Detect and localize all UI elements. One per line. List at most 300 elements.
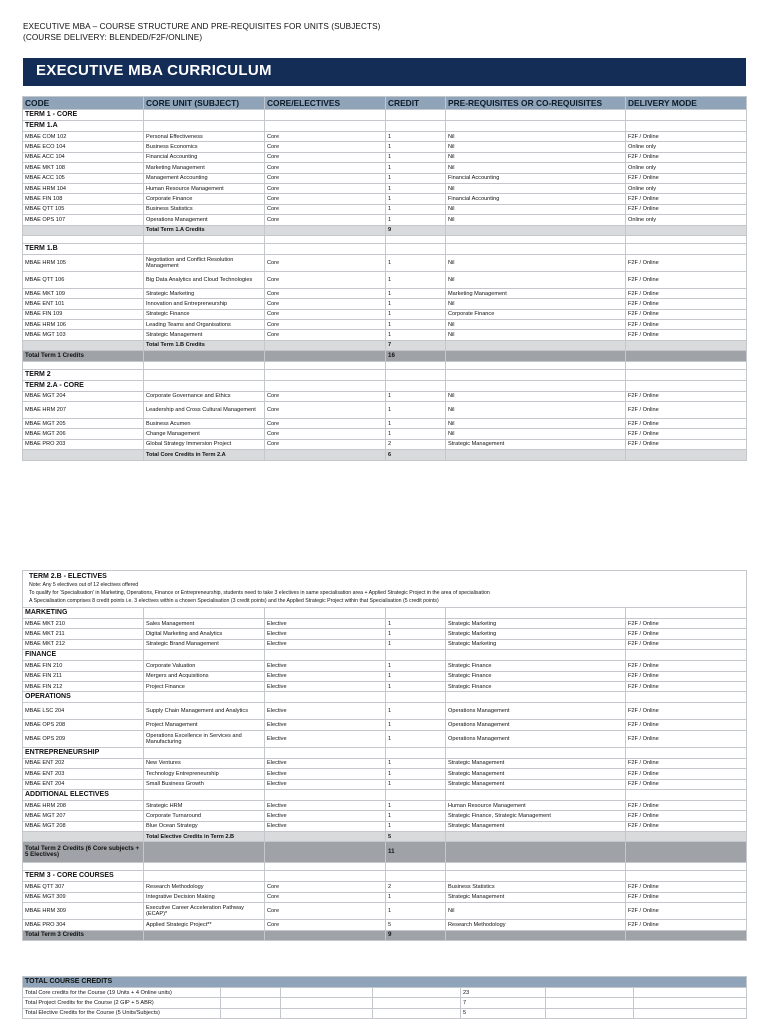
type-cell: Core bbox=[265, 920, 386, 930]
unit-row bbox=[23, 173, 747, 183]
credit-cell: 1 bbox=[386, 758, 446, 768]
prereq-cell: Nil bbox=[446, 204, 626, 214]
unit-row bbox=[23, 661, 747, 671]
code-cell: MBAE ENT 101 bbox=[23, 299, 144, 309]
unit-row bbox=[23, 758, 747, 768]
prereq-cell: Strategic Finance bbox=[446, 671, 626, 681]
type-cell: Core bbox=[265, 173, 386, 183]
prereq-cell bbox=[446, 871, 626, 882]
term-2b-header bbox=[23, 571, 747, 608]
code-cell: MBAE FIN 210 bbox=[23, 661, 144, 671]
unit-cell: Applied Strategic Project** bbox=[144, 920, 265, 930]
total-course-credits-header bbox=[23, 977, 747, 988]
unit-cell: Corporate Valuation bbox=[144, 661, 265, 671]
credit-cell: 1 bbox=[386, 629, 446, 639]
credit-label-cell: Total Core credits for the Course (19 Units + 4 Online units) bbox=[23, 988, 221, 998]
unit-cell: Strategic HRM bbox=[144, 800, 265, 810]
prereq-cell bbox=[446, 369, 626, 380]
prereq-cell bbox=[446, 863, 626, 871]
prereq-cell bbox=[446, 930, 626, 940]
delivery-cell bbox=[626, 747, 747, 758]
prereq-cell: Strategic Marketing bbox=[446, 629, 626, 639]
unit-cell: Financial Accounting bbox=[144, 152, 265, 162]
section-label-row bbox=[23, 243, 747, 254]
delivery-cell: F2F / Online bbox=[626, 811, 747, 821]
empty-cell bbox=[281, 988, 373, 998]
unit-cell: Corporate Turnaround bbox=[144, 811, 265, 821]
unit-cell: Project Finance bbox=[144, 681, 265, 691]
code-cell: MBAE ECO 104 bbox=[23, 142, 144, 152]
curriculum-title: EXECUTIVE MBA CURRICULUM bbox=[36, 62, 272, 79]
code-cell: MBAE MGT 103 bbox=[23, 330, 144, 340]
prereq-cell: Strategic Finance, Strategic Management bbox=[446, 811, 626, 821]
code-cell: MBAE QTT 106 bbox=[23, 271, 144, 288]
type-cell bbox=[265, 380, 386, 391]
subtotal-row bbox=[23, 340, 747, 350]
code-cell bbox=[23, 361, 144, 369]
unit-cell bbox=[144, 930, 265, 940]
credit-cell bbox=[386, 747, 446, 758]
delivery-cell: F2F / Online bbox=[626, 173, 747, 183]
delivery-cell: F2F / Online bbox=[626, 769, 747, 779]
section-label: TERM 3 - CORE COURSES bbox=[23, 871, 144, 882]
prereq-cell: Nil bbox=[446, 903, 626, 920]
delivery-cell: F2F / Online bbox=[626, 882, 747, 892]
code-cell bbox=[23, 863, 144, 871]
type-cell bbox=[265, 832, 386, 842]
unit-cell: Human Resource Management bbox=[144, 183, 265, 193]
credit-cell bbox=[386, 121, 446, 132]
unit-cell: Executive Career Acceleration Pathway (ECAP)* bbox=[144, 903, 265, 920]
type-cell bbox=[265, 351, 386, 361]
type-cell: Elective bbox=[265, 821, 386, 831]
code-cell: MBAE HRM 208 bbox=[23, 800, 144, 810]
delivery-cell bbox=[626, 351, 747, 361]
type-cell: Elective bbox=[265, 681, 386, 691]
empty-cell bbox=[634, 988, 747, 998]
prereq-cell: Nil bbox=[446, 299, 626, 309]
credit-cell bbox=[386, 243, 446, 254]
delivery-cell: F2F / Online bbox=[626, 681, 747, 691]
code-cell: MBAE FIN 108 bbox=[23, 194, 144, 204]
code-cell: MBAE HRM 207 bbox=[23, 402, 144, 419]
type-cell bbox=[265, 871, 386, 882]
code-cell: MBAE PRO 203 bbox=[23, 439, 144, 449]
credit-cell: 1 bbox=[386, 779, 446, 789]
delivery-cell bbox=[626, 863, 747, 871]
credit-cell: 1 bbox=[386, 730, 446, 747]
delivery-cell: F2F / Online bbox=[626, 132, 747, 142]
col-credit: CREDIT bbox=[386, 97, 446, 110]
credit-cell: 1 bbox=[386, 132, 446, 142]
delivery-cell: F2F / Online bbox=[626, 320, 747, 330]
unit-row bbox=[23, 730, 747, 747]
delivery-cell: F2F / Online bbox=[626, 779, 747, 789]
delivery-cell: Online only bbox=[626, 215, 747, 225]
unit-cell: Innovation and Entrepreneurship bbox=[144, 299, 265, 309]
delivery-cell bbox=[626, 450, 747, 460]
type-cell bbox=[265, 369, 386, 380]
unit-row bbox=[23, 882, 747, 892]
credit-cell: 1 bbox=[386, 661, 446, 671]
credit-cell: 1 bbox=[386, 204, 446, 214]
type-cell bbox=[265, 789, 386, 800]
type-cell bbox=[265, 340, 386, 350]
code-cell: MBAE MKT 211 bbox=[23, 629, 144, 639]
unit-row bbox=[23, 163, 747, 173]
credit-cell bbox=[386, 871, 446, 882]
credit-cell bbox=[386, 361, 446, 369]
unit-cell: Business Economics bbox=[144, 142, 265, 152]
code-cell: MBAE ACC 105 bbox=[23, 173, 144, 183]
credit-cell: 1 bbox=[386, 821, 446, 831]
type-cell bbox=[265, 747, 386, 758]
unit-cell bbox=[144, 871, 265, 882]
delivery-cell: F2F / Online bbox=[626, 661, 747, 671]
unit-cell: Research Methodology bbox=[144, 882, 265, 892]
credit-cell: 16 bbox=[386, 351, 446, 361]
credit-value-cell: 7 bbox=[461, 998, 546, 1008]
unit-cell bbox=[144, 608, 265, 619]
section-label-row bbox=[23, 747, 747, 758]
prereq-cell: Corporate Finance bbox=[446, 309, 626, 319]
delivery-cell: Online only bbox=[626, 142, 747, 152]
delivery-cell: F2F / Online bbox=[626, 629, 747, 639]
prereq-cell bbox=[446, 747, 626, 758]
col-prereq: PRE-REQUISITES OR CO-REQUISITES bbox=[446, 97, 626, 110]
prereq-cell bbox=[446, 608, 626, 619]
code-cell: MBAE MGT 309 bbox=[23, 892, 144, 902]
credit-cell: 1 bbox=[386, 419, 446, 429]
credit-cell: 7 bbox=[386, 340, 446, 350]
code-cell: MBAE MKT 108 bbox=[23, 163, 144, 173]
credit-cell: 1 bbox=[386, 391, 446, 401]
prereq-cell bbox=[446, 351, 626, 361]
unit-cell: Big Data Analytics and Cloud Technologies bbox=[144, 271, 265, 288]
unit-cell bbox=[144, 863, 265, 871]
credit-cell: 1 bbox=[386, 173, 446, 183]
total-row bbox=[23, 930, 747, 940]
credit-cell: 1 bbox=[386, 800, 446, 810]
delivery-cell: F2F / Online bbox=[626, 402, 747, 419]
empty-cell bbox=[634, 1008, 747, 1018]
unit-row bbox=[23, 309, 747, 319]
credit-cell: 6 bbox=[386, 450, 446, 460]
code-cell bbox=[23, 340, 144, 350]
code-cell: MBAE QTT 307 bbox=[23, 882, 144, 892]
credit-cell: 1 bbox=[386, 769, 446, 779]
course-credit-row bbox=[23, 1008, 747, 1018]
delivery-cell: F2F / Online bbox=[626, 330, 747, 340]
credit-cell: 1 bbox=[386, 681, 446, 691]
code-cell bbox=[23, 225, 144, 235]
section-label-row bbox=[23, 692, 747, 703]
prereq-cell: Nil bbox=[446, 419, 626, 429]
col-type: CORE/ELECTIVES bbox=[265, 97, 386, 110]
delivery-cell: F2F / Online bbox=[626, 730, 747, 747]
type-cell: Elective bbox=[265, 619, 386, 629]
prereq-cell: Nil bbox=[446, 320, 626, 330]
prereq-cell: Operations Management bbox=[446, 720, 626, 730]
course-credit-row bbox=[23, 998, 747, 1008]
section-label: TERM 1 - CORE bbox=[23, 110, 144, 121]
term-2b-note-3: A Specialisation comprises 8 credit points i.e. 3 electives within a chosen Specialisation (3 credit points) and the Applied Strategic Project within that Specialisation (5 credit points) bbox=[29, 598, 439, 604]
spacer-row bbox=[23, 361, 747, 369]
prereq-cell: Nil bbox=[446, 330, 626, 340]
section-label-row bbox=[23, 789, 747, 800]
section-label: TERM 1.B bbox=[23, 243, 144, 254]
credit-cell: 1 bbox=[386, 720, 446, 730]
type-cell: Core bbox=[265, 892, 386, 902]
term-2b-note-2: To qualify for ‘Specialisation’ in Marketing, Operations, Finance or Entrepreneurship, students need to take 3 electives in same specialisation area + Applied Strategic Project in the area of specialisation bbox=[29, 590, 490, 596]
code-cell: MBAE COM 102 bbox=[23, 132, 144, 142]
empty-cell bbox=[221, 1008, 281, 1018]
unit-cell bbox=[144, 747, 265, 758]
type-cell: Core bbox=[265, 419, 386, 429]
type-cell: Elective bbox=[265, 629, 386, 639]
prereq-cell bbox=[446, 110, 626, 121]
credit-cell: 1 bbox=[386, 163, 446, 173]
prereq-cell: Strategic Management bbox=[446, 769, 626, 779]
type-cell: Core bbox=[265, 204, 386, 214]
section-label: FINANCE bbox=[23, 650, 144, 661]
document-header bbox=[23, 21, 381, 43]
unit-row bbox=[23, 720, 747, 730]
prereq-cell: Strategic Marketing bbox=[446, 639, 626, 649]
term-2b-3-table bbox=[22, 570, 747, 941]
unit-row bbox=[23, 152, 747, 162]
unit-row bbox=[23, 629, 747, 639]
unit-cell: Integrative Decision Making bbox=[144, 892, 265, 902]
prereq-cell: Strategic Management bbox=[446, 758, 626, 768]
unit-cell bbox=[144, 842, 265, 863]
section-label: TERM 2.A - CORE bbox=[23, 380, 144, 391]
unit-cell: Sales Management bbox=[144, 619, 265, 629]
subtotal-row bbox=[23, 225, 747, 235]
type-cell: Core bbox=[265, 132, 386, 142]
col-code: CODE bbox=[23, 97, 144, 110]
unit-cell: Business Acumen bbox=[144, 419, 265, 429]
delivery-cell bbox=[626, 871, 747, 882]
type-cell: Elective bbox=[265, 671, 386, 681]
delivery-cell: F2F / Online bbox=[626, 152, 747, 162]
spacer-row bbox=[23, 863, 747, 871]
unit-row bbox=[23, 299, 747, 309]
unit-row bbox=[23, 892, 747, 902]
prereq-cell: Strategic Management bbox=[446, 821, 626, 831]
section-label: TERM 2 bbox=[23, 369, 144, 380]
unit-cell: Operations Excellence in Services and Manufacturing bbox=[144, 730, 265, 747]
credit-cell: 1 bbox=[386, 639, 446, 649]
prereq-cell: Strategic Management bbox=[446, 439, 626, 449]
type-cell bbox=[265, 692, 386, 703]
prereq-cell: Strategic Finance bbox=[446, 681, 626, 691]
unit-cell: Management Accounting bbox=[144, 173, 265, 183]
credit-cell: 1 bbox=[386, 402, 446, 419]
credit-cell: 1 bbox=[386, 903, 446, 920]
delivery-cell: F2F / Online bbox=[626, 703, 747, 720]
total-course-credits-title: TOTAL COURSE CREDITS bbox=[23, 977, 747, 988]
unit-row bbox=[23, 821, 747, 831]
delivery-cell: F2F / Online bbox=[626, 429, 747, 439]
section-label-row bbox=[23, 608, 747, 619]
credit-cell: 1 bbox=[386, 429, 446, 439]
delivery-cell bbox=[626, 608, 747, 619]
delivery-cell bbox=[626, 789, 747, 800]
prereq-cell bbox=[446, 692, 626, 703]
prereq-cell: Operations Management bbox=[446, 730, 626, 747]
credit-cell bbox=[386, 789, 446, 800]
delivery-cell: F2F / Online bbox=[626, 204, 747, 214]
unit-cell bbox=[144, 692, 265, 703]
empty-cell bbox=[221, 998, 281, 1008]
empty-cell bbox=[281, 998, 373, 1008]
section-label-row bbox=[23, 369, 747, 380]
type-cell: Core bbox=[265, 320, 386, 330]
code-cell: MBAE ENT 204 bbox=[23, 779, 144, 789]
unit-cell: Technology Entrepreneurship bbox=[144, 769, 265, 779]
credit-cell: 2 bbox=[386, 882, 446, 892]
credit-cell: 1 bbox=[386, 619, 446, 629]
prereq-cell: Business Statistics bbox=[446, 882, 626, 892]
delivery-cell: F2F / Online bbox=[626, 419, 747, 429]
credit-cell: 2 bbox=[386, 439, 446, 449]
unit-row bbox=[23, 903, 747, 920]
unit-cell: Total Term 1.B Credits bbox=[144, 340, 265, 350]
unit-row bbox=[23, 779, 747, 789]
type-cell bbox=[265, 235, 386, 243]
unit-row bbox=[23, 254, 747, 271]
unit-cell: New Ventures bbox=[144, 758, 265, 768]
type-cell: Core bbox=[265, 402, 386, 419]
prereq-cell: Nil bbox=[446, 152, 626, 162]
code-cell: MBAE ENT 203 bbox=[23, 769, 144, 779]
credit-cell: 1 bbox=[386, 254, 446, 271]
type-cell bbox=[265, 930, 386, 940]
code-cell: MBAE HRM 309 bbox=[23, 903, 144, 920]
code-cell: MBAE MGT 206 bbox=[23, 429, 144, 439]
unit-cell: Strategic Management bbox=[144, 330, 265, 340]
delivery-cell bbox=[626, 225, 747, 235]
empty-cell bbox=[373, 988, 461, 998]
unit-cell: Leadership and Cross Cultural Management bbox=[144, 402, 265, 419]
credit-cell bbox=[386, 863, 446, 871]
delivery-cell: F2F / Online bbox=[626, 619, 747, 629]
code-cell: MBAE HRM 106 bbox=[23, 320, 144, 330]
unit-cell: Negotiation and Conflict Resolution Management bbox=[144, 254, 265, 271]
credit-value-cell: 5 bbox=[461, 1008, 546, 1018]
code-cell bbox=[23, 832, 144, 842]
unit-cell: Marketing Management bbox=[144, 163, 265, 173]
type-cell: Core bbox=[265, 391, 386, 401]
total-course-credits-table bbox=[22, 976, 747, 1019]
credit-cell: 11 bbox=[386, 842, 446, 863]
unit-cell: Total Term 1.A Credits bbox=[144, 225, 265, 235]
delivery-cell: F2F / Online bbox=[626, 271, 747, 288]
credit-cell: 1 bbox=[386, 309, 446, 319]
type-cell: Core bbox=[265, 215, 386, 225]
prereq-cell bbox=[446, 243, 626, 254]
section-label-row bbox=[23, 380, 747, 391]
unit-cell: Strategic Brand Management bbox=[144, 639, 265, 649]
type-cell: Core bbox=[265, 299, 386, 309]
unit-row bbox=[23, 183, 747, 193]
delivery-cell: F2F / Online bbox=[626, 800, 747, 810]
credit-cell: 9 bbox=[386, 225, 446, 235]
prereq-cell: Nil bbox=[446, 183, 626, 193]
code-cell: MBAE FIN 211 bbox=[23, 671, 144, 681]
delivery-cell bbox=[626, 380, 747, 391]
code-cell: MBAE MGT 205 bbox=[23, 419, 144, 429]
credit-cell: 1 bbox=[386, 271, 446, 288]
credit-cell: 1 bbox=[386, 152, 446, 162]
delivery-cell bbox=[626, 650, 747, 661]
type-cell: Core bbox=[265, 183, 386, 193]
subtotal-row bbox=[23, 450, 747, 460]
prereq-cell: Nil bbox=[446, 391, 626, 401]
prereq-cell bbox=[446, 225, 626, 235]
credit-cell: 1 bbox=[386, 183, 446, 193]
type-cell: Elective bbox=[265, 661, 386, 671]
col-delivery: DELIVERY MODE bbox=[626, 97, 747, 110]
credit-cell: 5 bbox=[386, 832, 446, 842]
unit-row bbox=[23, 769, 747, 779]
delivery-cell bbox=[626, 930, 747, 940]
code-cell: MBAE MGT 204 bbox=[23, 391, 144, 401]
unit-cell: Leading Teams and Organisations bbox=[144, 320, 265, 330]
type-cell: Elective bbox=[265, 730, 386, 747]
unit-cell: Project Management bbox=[144, 720, 265, 730]
delivery-cell bbox=[626, 110, 747, 121]
unit-row bbox=[23, 132, 747, 142]
section-label: MARKETING bbox=[23, 608, 144, 619]
section-label: ENTREPRENEURSHIP bbox=[23, 747, 144, 758]
subtotal-row bbox=[23, 832, 747, 842]
type-cell: Core bbox=[265, 163, 386, 173]
prereq-cell: Strategic Management bbox=[446, 892, 626, 902]
header-line-1: EXECUTIVE MBA – COURSE STRUCTURE AND PRE-REQUISITES FOR UNITS (SUBJECTS) bbox=[23, 22, 381, 31]
prereq-cell: Nil bbox=[446, 132, 626, 142]
type-cell: Elective bbox=[265, 720, 386, 730]
term-2b-header-row bbox=[23, 571, 747, 608]
prereq-cell: Strategic Marketing bbox=[446, 619, 626, 629]
delivery-cell bbox=[626, 692, 747, 703]
code-cell: MBAE HRM 105 bbox=[23, 254, 144, 271]
unit-cell: Change Management bbox=[144, 429, 265, 439]
section-label: ADDITIONAL ELECTIVES bbox=[23, 789, 144, 800]
empty-cell bbox=[221, 988, 281, 998]
section-label-row bbox=[23, 110, 747, 121]
code-cell: MBAE LSC 204 bbox=[23, 703, 144, 720]
empty-cell bbox=[373, 1008, 461, 1018]
unit-row bbox=[23, 142, 747, 152]
type-cell bbox=[265, 225, 386, 235]
code-cell bbox=[23, 235, 144, 243]
credit-cell bbox=[386, 110, 446, 121]
empty-cell bbox=[634, 998, 747, 1008]
unit-cell bbox=[144, 243, 265, 254]
delivery-cell bbox=[626, 832, 747, 842]
prereq-cell bbox=[446, 380, 626, 391]
empty-cell bbox=[546, 998, 634, 1008]
term-1-2a-table bbox=[22, 96, 747, 461]
code-cell: MBAE ACC 104 bbox=[23, 152, 144, 162]
type-cell: Elective bbox=[265, 779, 386, 789]
delivery-cell: F2F / Online bbox=[626, 288, 747, 298]
type-cell: Elective bbox=[265, 811, 386, 821]
credit-cell: 1 bbox=[386, 142, 446, 152]
type-cell: Core bbox=[265, 142, 386, 152]
